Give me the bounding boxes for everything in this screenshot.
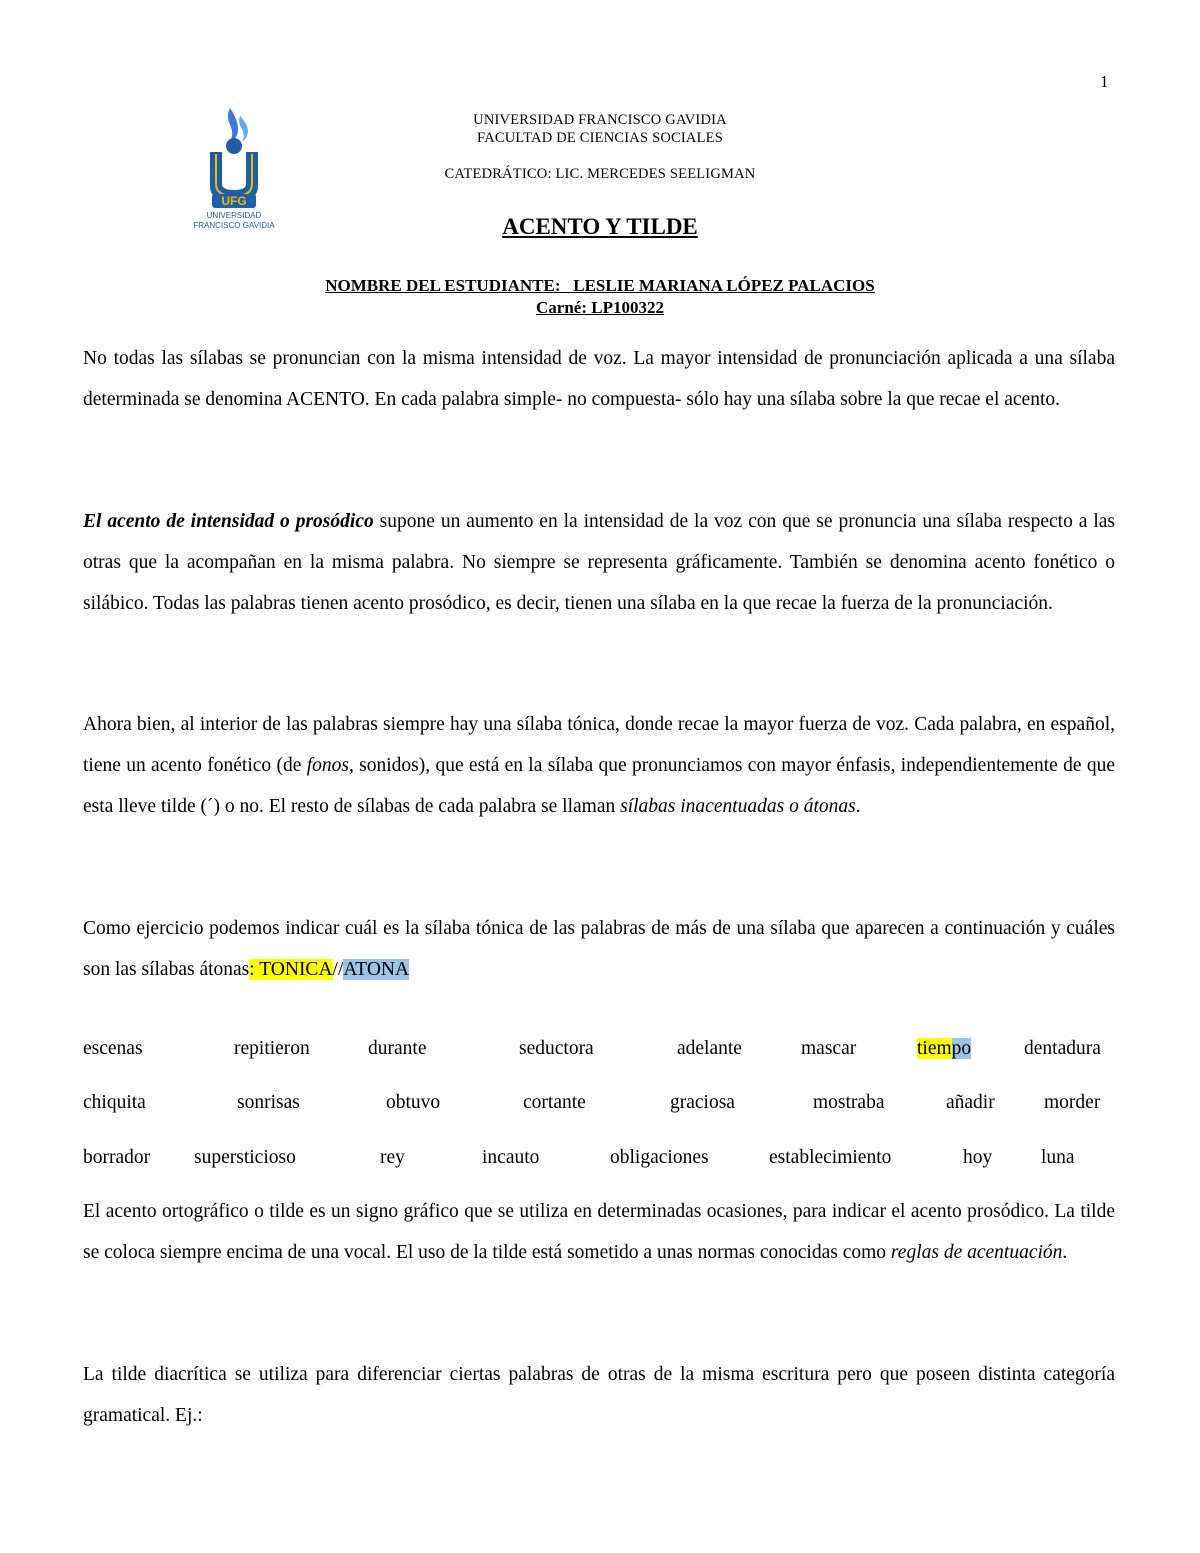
paragraph-ejercicio: Como ejercicio podemos indicar cuál es la sílaba tónica de las palabras de más de una sílaba que aparecen a continuación y cuáles son las sílabas átonas: TONICA//ATONA	[83, 918, 1115, 980]
word: seductora	[519, 1038, 594, 1059]
word: chiquita	[83, 1092, 146, 1113]
word: cortante	[523, 1092, 586, 1113]
word: dentadura	[1024, 1038, 1101, 1059]
svg-text:UFG: UFG	[221, 194, 247, 208]
ufg-logo-icon	[182, 106, 292, 234]
word: durante	[368, 1038, 427, 1059]
faculty-name: FACULTAD DE CIENCIAS SOCIALES	[477, 130, 723, 146]
word: obligaciones	[610, 1147, 709, 1168]
word-row-2	[83, 1092, 1123, 1122]
word: rey	[380, 1147, 405, 1168]
professor-line: CATEDRÁTICO: LIC. MERCEDES SEELIGMAN	[444, 166, 756, 182]
word: incauto	[482, 1147, 540, 1168]
word: mostraba	[813, 1092, 885, 1113]
word: establecimiento	[769, 1147, 892, 1168]
student-name: NOMBRE DEL ESTUDIANTE: LESLIE MARIANA LÓPEZ PALACIOS	[325, 276, 875, 295]
word: obtuvo	[386, 1092, 441, 1113]
word: adelante	[677, 1038, 742, 1059]
word: repitieron	[234, 1038, 310, 1059]
tiempo-tonic: tiem	[917, 1038, 952, 1059]
word: hoy	[963, 1147, 993, 1168]
paragraph-tilde: El acento ortográfico o tilde es un signo gráfico que se utiliza en determinadas ocasiones, para indicar el acento prosódico. La tilde se coloca siempre encima de una vocal. El uso de la tilde está sometido a unas normas conocidas como reglas de acentuación.	[83, 1201, 1115, 1263]
word: escenas	[83, 1038, 143, 1059]
word-row-1	[83, 1038, 1123, 1068]
word-tiempo	[917, 1038, 971, 1060]
document-title: ACENTO Y TILDE	[502, 214, 698, 239]
word: luna	[1041, 1147, 1075, 1168]
tonica-label: TONICA	[259, 959, 333, 980]
tiempo-atonic: po	[951, 1038, 972, 1059]
prosodic-term: El acento de intensidad o prosódico	[83, 511, 374, 532]
paragraph-tilde-diacritica: La tilde diacrítica se utiliza para diferenciar ciertas palabras de otras de la misma escritura pero que poseen distinta categoría gramatical. Ej.:	[83, 1364, 1115, 1426]
word: graciosa	[670, 1092, 735, 1113]
svg-text:FRANCISCO GAVIDIA: FRANCISCO GAVIDIA	[193, 221, 275, 230]
student-carne: Carné: LP100322	[536, 298, 664, 317]
colon-highlight: :	[249, 959, 260, 980]
word: mascar	[801, 1038, 857, 1059]
university-logo	[182, 106, 292, 234]
word: morder	[1044, 1092, 1101, 1113]
word-row-3	[83, 1147, 1123, 1177]
word: añadir	[946, 1092, 995, 1113]
atona-label: ATONA	[343, 959, 410, 980]
word: borrador	[83, 1147, 151, 1168]
svg-text:UNIVERSIDAD: UNIVERSIDAD	[206, 211, 262, 220]
word: sonrisas	[237, 1092, 300, 1113]
paragraph-acento: No todas las sílabas se pronuncian con la misma intensidad de voz. La mayor intensidad de pronunciación aplicada a una sílaba determinada se denomina ACENTO. En cada palabra simple- no compuesta- sólo hay una sílaba sobre la que recae el acento.	[83, 348, 1115, 410]
page-number: 1	[1100, 72, 1109, 91]
university-name: UNIVERSIDAD FRANCISCO GAVIDIA	[473, 112, 727, 128]
paragraph-prosodico: El acento de intensidad o prosódico supone un aumento en la intensidad de la voz con que se pronuncia una sílaba respecto a las otras que la acompañan en la misma palabra. No siempre se representa gráficamente. También se denomina acento fonético o silábico. Todas las palabras tienen acento prosódico, es decir, tienen una sílaba en la que recae la fuerza de la pronunciación.	[83, 511, 1115, 614]
paragraph-silaba-tonica: Ahora bien, al interior de las palabras siempre hay una sílaba tónica, donde recae la mayor fuerza de voz. Cada palabra, en español, tiene un acento fonético (de fonos, sonidos), que está en la sílaba que pronunciamos con mayor énfasis, independientemente de que esta lleve tilde (´) o no. El resto de sílabas de cada palabra se llaman sílabas inacentuadas o átonas.	[83, 714, 1115, 817]
word: supersticioso	[194, 1147, 296, 1168]
